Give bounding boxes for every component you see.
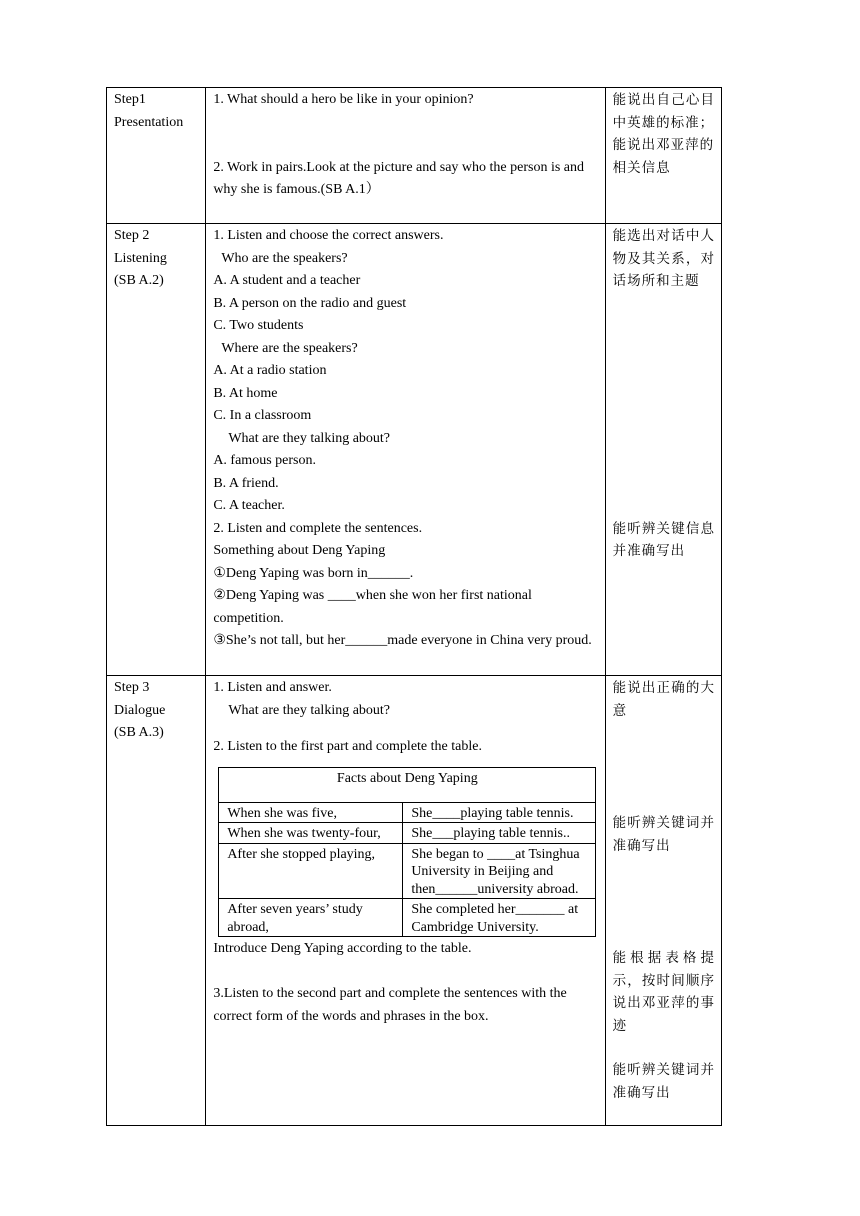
aim-3: 能根据表格提示，按时间顺序说出邓亚萍的事迹 — [612, 950, 715, 1034]
step2-row — [107, 224, 722, 676]
facts-event: She____playing table tennis. — [403, 802, 596, 823]
content-line: A. A student and a teacher — [213, 273, 361, 288]
aim-2: 能听辨关键词并准确写出 — [612, 815, 715, 854]
facts-time: After she stopped playing, — [219, 843, 403, 899]
content-line: Something about Deng Yaping — [213, 543, 386, 558]
content-line: Who are the speakers? — [221, 250, 348, 266]
step-title: Presentation — [114, 114, 184, 130]
step-title: Dialogue — [114, 702, 166, 718]
facts-row — [219, 899, 596, 937]
question-2: 2. Work in pairs.Look at the picture and say who the person is and why she is famous.(SB A.1） — [213, 159, 585, 197]
content-line: ③She’s not tall, but her______made everyone in China very proud. — [213, 633, 592, 648]
content-cell — [206, 224, 605, 676]
step-title: Listening — [114, 250, 167, 266]
content-line: ①Deng Yaping was born in______. — [213, 565, 414, 581]
content-line: Introduce Deng Yaping according to the table. — [213, 941, 472, 956]
aim-1: 能说出正确的大意 — [612, 680, 715, 719]
step-label: Step 3 — [114, 680, 150, 695]
aim-2: 能说出邓亚萍的相关信息 — [612, 137, 715, 176]
content-line: 1. Listen and answer. — [213, 680, 332, 695]
aims-cell — [605, 676, 721, 1126]
step-label: Step 2 — [114, 228, 150, 243]
aim-2: 能听辨关键信息并准确写出 — [612, 520, 715, 559]
aim-1: 能选出对话中人物及其关系，对话场所和主题 — [612, 228, 715, 289]
aim-1: 能说出自己心目中英雄的标准； — [612, 92, 715, 131]
content-line: 3.Listen to the second part and complete the sentences with the correct form of the words and phrases in the box. — [213, 986, 567, 1024]
facts-table — [218, 767, 596, 938]
facts-time: After seven years’ study abroad, — [219, 899, 403, 937]
step-ref: (SB A.3) — [114, 725, 164, 740]
step1-row — [107, 88, 722, 224]
content-line: What are they talking about? — [228, 430, 391, 446]
facts-row — [219, 823, 596, 844]
step-ref: (SB A.2) — [114, 273, 164, 288]
step-label: Step1 — [114, 92, 146, 107]
content-line: A. At a radio station — [213, 363, 327, 378]
content-line: A. famous person. — [213, 453, 316, 468]
aims-cell — [605, 224, 721, 676]
aim-4: 能听辨关键词并准确写出 — [612, 1062, 715, 1101]
content-line: B. A friend. — [213, 475, 279, 491]
content-line: C. In a classroom — [213, 408, 312, 423]
content-line: 2. Listen and complete the sentences. — [213, 520, 423, 536]
facts-title: Facts about Deng Yaping — [219, 767, 596, 802]
facts-row — [219, 802, 596, 823]
content-line: Where are the speakers? — [221, 340, 358, 356]
content-line: C. A teacher. — [213, 498, 285, 513]
content-line: C. Two students — [213, 318, 304, 333]
aims-cell — [605, 88, 721, 224]
step-cell — [107, 676, 206, 1126]
content-line: B. A person on the radio and guest — [213, 295, 407, 311]
step-cell — [107, 88, 206, 224]
facts-event: She began to ____at Tsinghua University in Beijing and then______university abroad. — [403, 843, 596, 899]
content-line: 2. Listen to the first part and complete the table. — [213, 739, 482, 754]
facts-title-row — [219, 767, 596, 802]
question-1: 1. What should a hero be like in your opinion? — [213, 92, 474, 107]
facts-row — [219, 843, 596, 899]
content-cell — [206, 88, 605, 224]
step-cell — [107, 224, 206, 676]
content-line: ②Deng Yaping was ____when she won her first national competition. — [213, 588, 532, 626]
content-line: 1. Listen and choose the correct answers. — [213, 228, 444, 243]
step3-row — [107, 676, 722, 1126]
facts-event: She___playing table tennis.. — [403, 823, 596, 844]
content-cell — [206, 676, 605, 1126]
content-line: What are they talking about? — [228, 702, 391, 718]
facts-time: When she was twenty-four, — [219, 823, 403, 844]
facts-time: When she was five, — [219, 802, 403, 823]
facts-event: She completed her_______ at Cambridge University. — [403, 899, 596, 937]
content-line: B. At home — [213, 385, 278, 401]
lesson-plan-table — [106, 87, 722, 1126]
